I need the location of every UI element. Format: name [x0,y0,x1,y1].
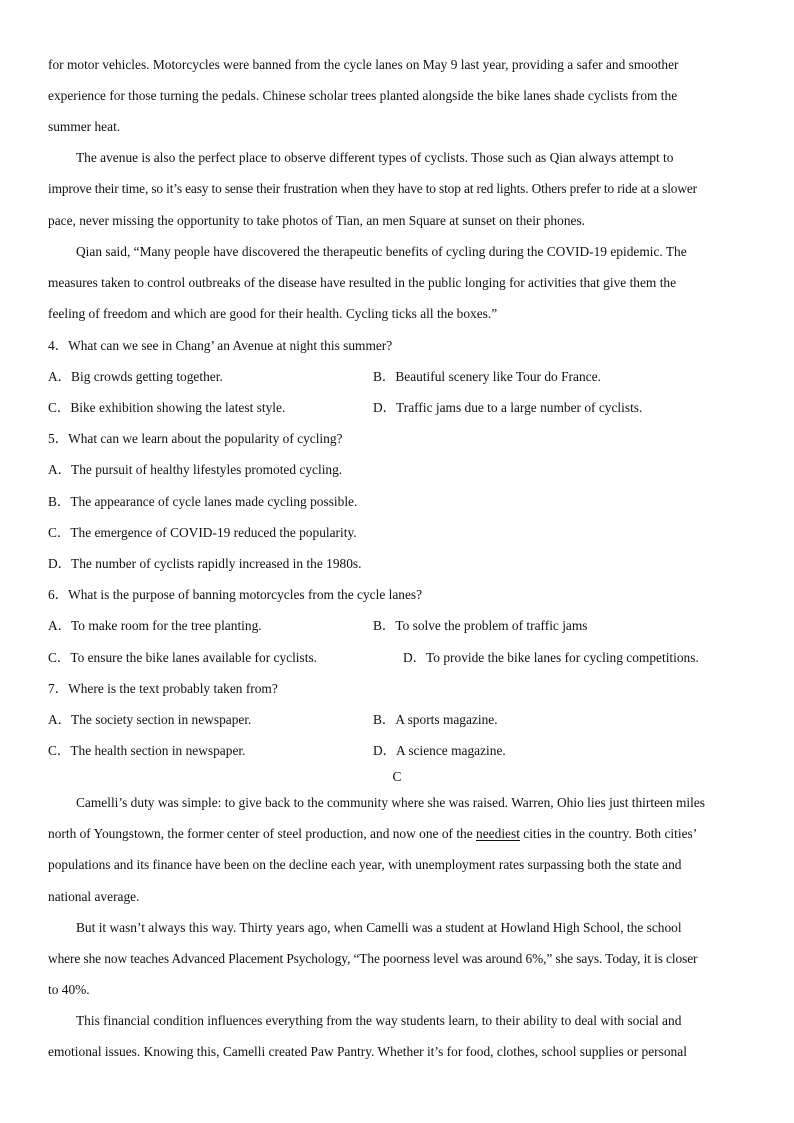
passage-c-line: national average. [48,889,140,904]
option-c: C．Bike exhibition showing the latest style. [48,400,286,415]
option-a: A．The society section in newspaper. [48,712,252,727]
option-a: A．To make room for the tree planting. [48,618,262,633]
passage-c-line: This financial condition influences everything from the way students learn, to their ability to deal with social and [76,1013,682,1028]
passage-c-line: Camelli’s duty was simple: to give back to the community where she was raised. Warren, Ohio lies just thirteen miles [76,795,706,810]
option-a: A．The pursuit of healthy lifestyles promoted cycling. [48,462,343,477]
option-b: B．A sports magazine. [373,712,498,727]
option-d: D．A science magazine. [373,743,506,758]
passage-b-line: Qian said, “Many people have discovered the therapeutic benefits of cycling during the COVID-19 epidemic. The [76,244,687,259]
option-c: C．The health section in newspaper. [48,743,246,758]
passage-b-line: measures taken to control outbreaks of the disease have resulted in the public longing for activities that give them the [48,275,677,290]
passage-b-line: The avenue is also the perfect place to observe different types of cyclists. Those such as Qian always attempt to [76,150,674,165]
passage-b-line: improve their time, so it’s easy to sense their frustration when they have to stop at red lights. Others prefer to ride at a slower [48,181,697,196]
passage-b-line: experience for those turning the pedals. Chinese scholar trees planted alongside the bike lanes shade cyclists from the [48,88,678,103]
passage-b-line: for motor vehicles. Motorcycles were banned from the cycle lanes on May 9 last year, providing a safer and smoother [48,57,679,72]
passage-c-line: north of Youngstown, the former center of steel production, and now one of the neediest cities in the country. Both cities’ [48,826,698,841]
option-row [48,649,748,667]
section-heading: C [392,769,402,784]
passage-b-line: pace, never missing the opportunity to take photos of Tian, an men Square at sunset on their phones. [48,213,586,228]
passage-c-line: populations and its finance have been on the decline each year, with unemployment rates surpassing both the state and [48,857,682,872]
question-stem: 7．Where is the text probably taken from? [48,681,278,696]
passage-c-line: But it wasn’t always this way. Thirty years ago, when Camelli was a student at Howland High School, the school [76,920,682,935]
option-d: D．Traffic jams due to a large number of cyclists. [373,400,643,415]
passage-c-line: where she now teaches Advanced Placement Psychology, “The poorness level was around 6%,” she says. Today, it is closer [48,951,698,966]
option-row [48,368,748,386]
option-b: B．To solve the problem of traffic jams [373,618,588,633]
option-b: B．Beautiful scenery like Tour do France. [373,369,601,384]
underlined-word: neediest [476,826,520,841]
option-row [48,617,748,635]
passage-b-line: summer heat. [48,119,121,134]
question-stem: 4．What can we see in Chang’ an Avenue at night this summer? [48,338,393,353]
option-b: B．The appearance of cycle lanes made cycling possible. [48,494,358,509]
option-row [48,399,748,417]
option-row [48,742,748,760]
option-a: A．Big crowds getting together. [48,369,223,384]
question-stem: 6．What is the purpose of banning motorcycles from the cycle lanes? [48,587,423,602]
option-d: D．To provide the bike lanes for cycling competitions. [403,650,699,665]
passage-b-line: feeling of freedom and which are good for their health. Cycling ticks all the boxes.” [48,306,498,321]
passage-c-line: emotional issues. Knowing this, Camelli created Paw Pantry. Whether it’s for food, clothes, school supplies or personal [48,1044,687,1059]
option-c: C．The emergence of COVID-19 reduced the popularity. [48,525,357,540]
option-row [48,711,748,729]
option-d: D．The number of cyclists rapidly increased in the 1980s. [48,556,362,571]
question-stem: 5．What can we learn about the popularity of cycling? [48,431,343,446]
passage-c-line: to 40%. [48,982,90,997]
option-c: C．To ensure the bike lanes available for cyclists. [48,650,318,665]
